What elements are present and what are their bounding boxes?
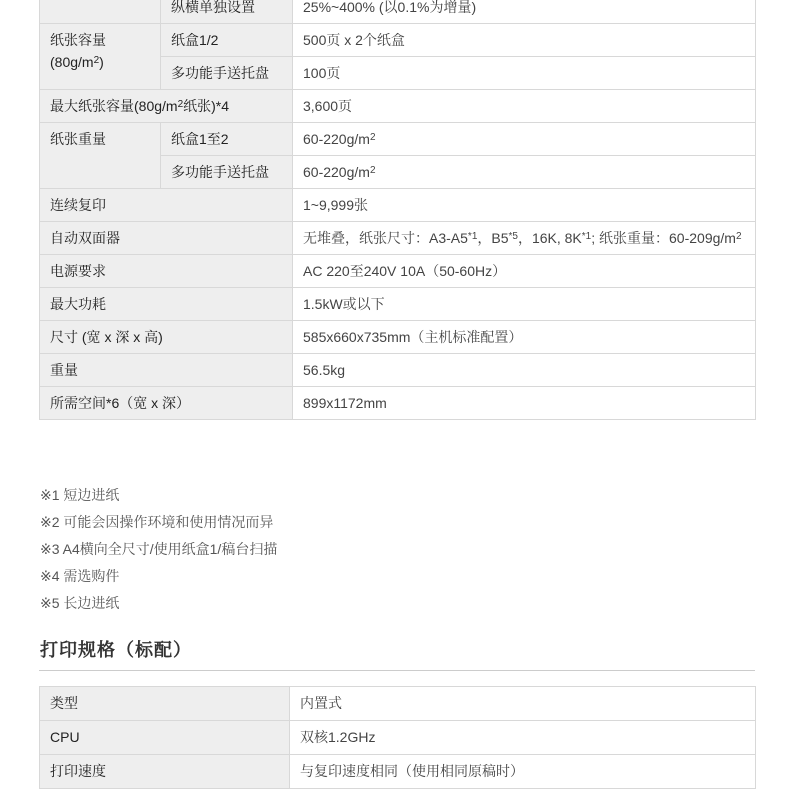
spec-row [40,255,756,288]
spec-row [40,687,756,721]
spec-label: 纸张重量 [40,123,161,189]
spec-row [40,387,756,420]
spec-row [40,0,756,24]
footnote: ※5 长边进纸 [40,595,120,611]
spec-value: 500页 x 2个纸盒 [293,24,756,57]
footnote: ※2 可能会因操作环境和使用情况而异 [40,514,274,530]
spec-value: 双核1.2GHz [290,721,756,755]
footnote: ※3 A4横向全尺寸/使用纸盒1/稿台扫描 [40,541,278,557]
spec-value: AC 220至240V 10A（50-60Hz） [293,255,756,288]
spec-row [40,288,756,321]
spec-value: 899x1172mm [293,387,756,420]
section-title: 打印规格（标配） [40,640,192,660]
spec-label: CPU [40,721,290,755]
spec-row [40,354,756,387]
section-divider [39,670,755,671]
spec-label [40,0,161,24]
footnotes [40,484,277,619]
spec-label: 连续复印 [40,189,293,222]
spec-row [40,222,756,255]
spec-sublabel: 纵横单独设置 [161,0,293,24]
spec-label: 打印速度 [40,755,290,789]
spec-sublabel: 纸盒1至2 [161,123,293,156]
footnote: ※4 需选购件 [40,568,120,584]
spec-value: $60-220g/m^2$ [293,123,756,156]
spec-row [40,123,756,156]
spec-value: 与复印速度相同（使用相同原稿时） [290,755,756,789]
spec-label: 最大纸张容量($80g/m^2$纸张)*4 [40,90,293,123]
spec-value: 1~9,999张 [293,189,756,222]
spec-value: 585x660x735mm（主机标准配置） [293,321,756,354]
spec-row [40,189,756,222]
spec-label: 尺寸 (宽 x 深 x 高) [40,321,293,354]
spec-row [40,755,756,789]
spec-row [40,721,756,755]
spec-label: 重量 [40,354,293,387]
copy-spec-table [39,0,756,420]
spec-label: 类型 [40,687,290,721]
spec-sublabel: 多功能手送托盘 [161,57,293,90]
spec-value: 25%~400% (以0.1%为增量) [293,0,756,24]
spec-value: 100页 [293,57,756,90]
spec-label: 纸张容量 $(80g/m^2)$ [40,24,161,90]
spec-sublabel: 多功能手送托盘 [161,156,293,189]
footnote: ※1 短边进纸 [40,487,120,503]
spec-value: 内置式 [290,687,756,721]
spec-row [40,321,756,354]
spec-value: 3,600页 [293,90,756,123]
spec-value: 56.5kg [293,354,756,387]
spec-label: 自动双面器 [40,222,293,255]
spec-row [40,90,756,123]
spec-sublabel: 纸盒1/2 [161,24,293,57]
spec-label: 电源要求 [40,255,293,288]
spec-value: 无堆叠，纸张尺寸：A3-A5$^{*1}$，B5$^{*5}$，16K, $8K^{*1}$; 纸张重量：$60-209g/m^2$ [293,222,756,255]
spec-label: 最大功耗 [40,288,293,321]
spec-value: $60-220g/m^2$ [293,156,756,189]
spec-value: 1.5kW或以下 [293,288,756,321]
spec-row [40,24,756,57]
spec-label: 所需空间*6（宽 x 深） [40,387,293,420]
print-spec-table [39,686,756,789]
